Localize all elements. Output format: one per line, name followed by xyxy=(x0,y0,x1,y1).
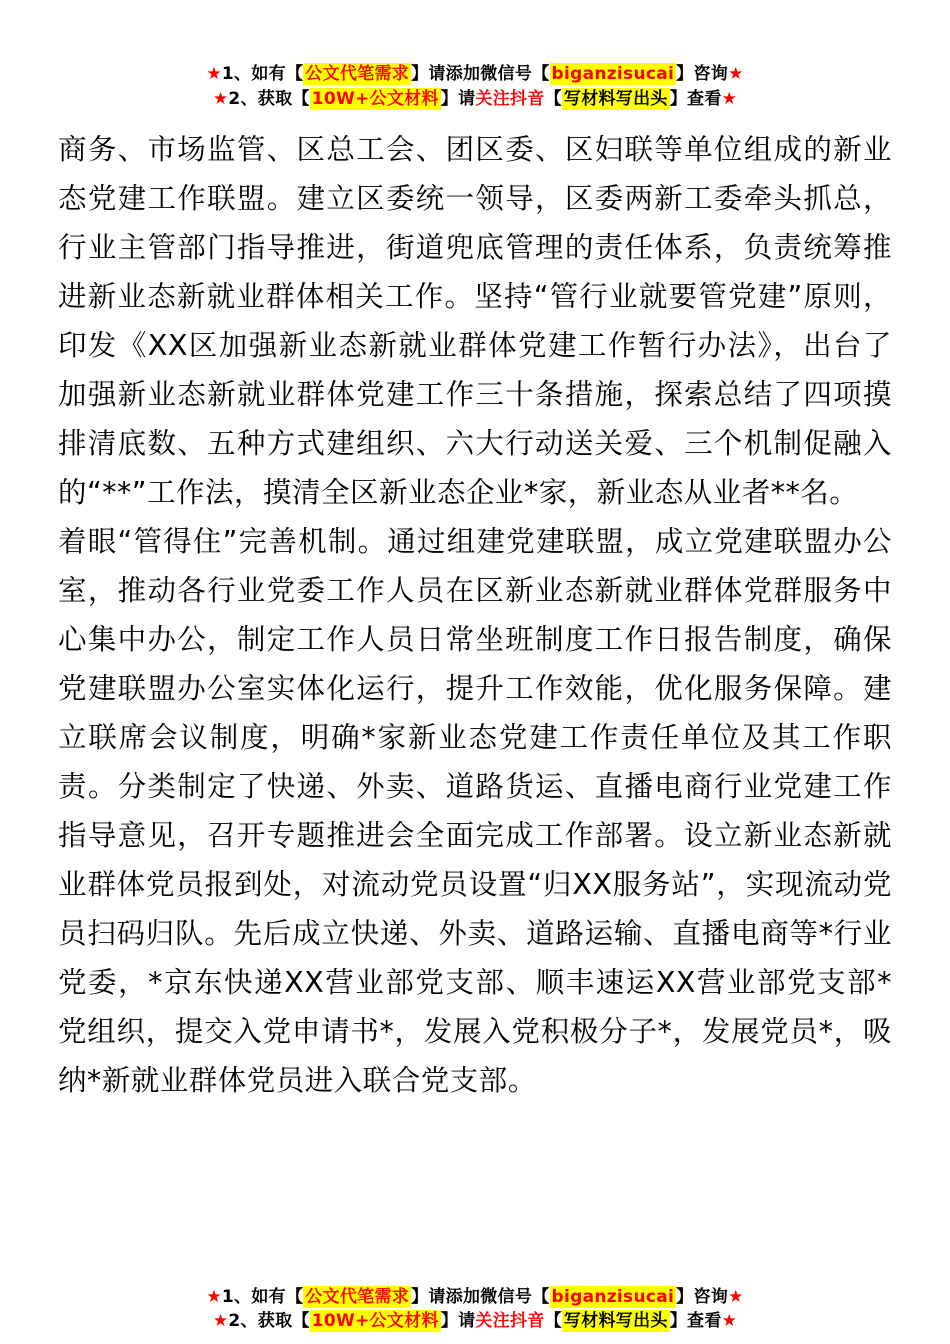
star-right-icon: ★ xyxy=(728,1286,744,1307)
star-left-icon: ★ xyxy=(212,1311,229,1332)
promo-top-line-1: ★1、如有【 公文代笔需求 】请添加微信号【 biganzisucai 】咨询★ xyxy=(206,64,744,84)
promo-highlight-service: 公文代笔需求 xyxy=(305,1286,410,1307)
promo-top-line-2: ★2、获取【 10W+公文材料 】请关注抖音【 写材料写出头 】查看★ xyxy=(212,88,738,109)
promo-highlight-wechat-id: biganzisucai xyxy=(551,64,675,84)
star-left-icon: ★ xyxy=(212,88,229,109)
promo-highlight-wechat-id: biganzisucai xyxy=(551,1286,675,1307)
promo-banner-top xyxy=(58,0,892,111)
star-left-icon: ★ xyxy=(206,64,222,84)
promo-highlight-materials: 10W+公文材料 xyxy=(311,1311,439,1332)
star-right-icon: ★ xyxy=(728,64,744,84)
star-right-icon: ★ xyxy=(721,88,738,109)
star-left-icon: ★ xyxy=(206,1286,222,1307)
promo-highlight-materials: 10W+公文材料 xyxy=(311,88,439,109)
document-body xyxy=(58,111,892,1270)
promo-highlight-douyin: 写材料写出头 xyxy=(563,1311,668,1332)
promo-bottom-line-1: ★1、如有【 公文代笔需求 】请添加微信号【 biganzisucai 】咨询★ xyxy=(206,1286,744,1307)
promo-highlight-douyin: 写材料写出头 xyxy=(563,88,668,109)
star-right-icon: ★ xyxy=(721,1311,738,1332)
paragraph-1: 商务、市场监管、区总工会、团区委、区妇联等单位组成的新业态党建工作联盟。建立区委统一领导，区委两新工委牵头抓总，行业主管部门指导推进，街道兜底管理的责任体系，负责统筹推进新业态新就业群体相关工作。坚持“管行业就要管党建”原则，印发《XX区加强新业态新就业群体党建工作暂行办法》，出台了加强新业态新就业群体党建工作三十条措施，探索总结了四项摸排清底数、五种方式建组织、六大行动送关爱、三个机制促融入的“**”工作法，摸清全区新业态企业*家，新业态从业者**名。 xyxy=(58,133,892,510)
promo-highlight-service: 公文代笔需求 xyxy=(305,64,410,84)
promo-bottom-line-2: ★2、获取【 10W+公文材料 】请关注抖音【 写材料写出头 】查看★ xyxy=(212,1311,738,1332)
promo-banner-bottom xyxy=(58,1271,892,1344)
paragraph-2: 着眼“管得住”完善机制。通过组建党建联盟，成立党建联盟办公室，推动各行业党委工作人员在区新业态新就业群体党群服务中心集中办公，制定工作人员日常坐班制度工作日报告制度，确保党建联盟办公室实体化运行，提升工作效能，优化服务保障。建立联席会议制度，明确*家新业态党建工作责任单位及其工作职责。分类制定了快递、外卖、道路货运、直播电商行业党建工作指导意见，召开专题推进会全面完成工作部署。设立新业态新就业群体党员报到处，对流动党员设置“归XX服务站”，实现流动党员扫码归队。先后成立快递、外卖、道路运输、直播电商等*行业党委，*京东快递XX营业部党支部、顺丰速运XX营业部党支部*党组织，提交入党申请书*，发展入党积极分子*，发展党员*，吸纳*新就业群体党员进入联合党支部。 xyxy=(58,525,892,1098)
